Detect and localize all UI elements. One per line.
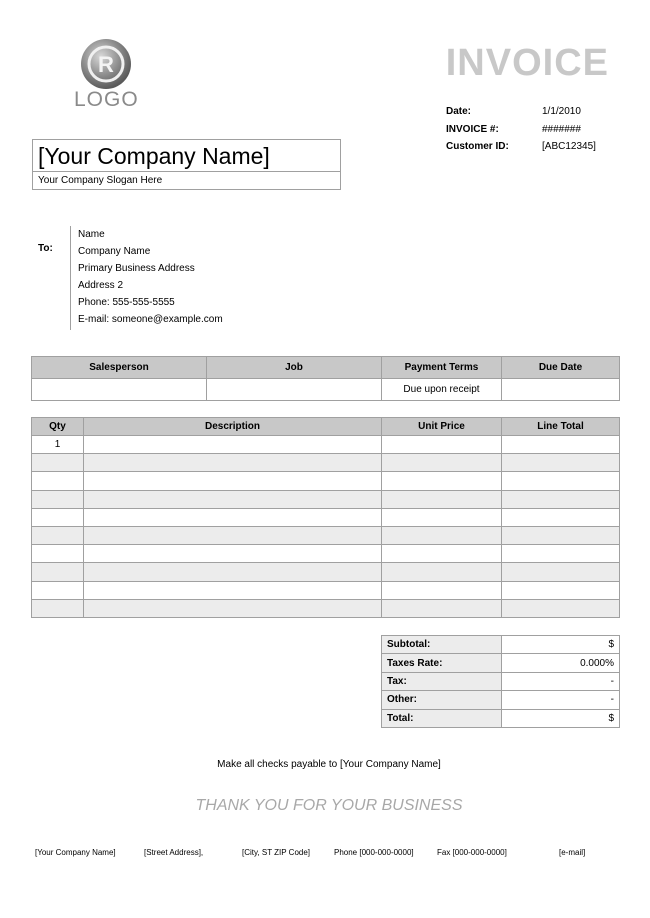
table-row: [32, 581, 620, 599]
totals-label: Total:: [382, 709, 502, 727]
cell-unit-price[interactable]: [382, 599, 502, 617]
to-label: To:: [38, 243, 53, 254]
company-box: [32, 139, 341, 190]
totals-value: -: [502, 672, 620, 690]
terms-table: [31, 356, 620, 401]
items-table: [31, 417, 620, 618]
cell-description[interactable]: [84, 490, 382, 508]
footer-company: [Your Company Name]: [35, 848, 116, 857]
totals-value: 0.000%: [502, 654, 620, 672]
totals-value: $: [502, 636, 620, 654]
cell-unit-price[interactable]: [382, 472, 502, 490]
totals-value: -: [502, 691, 620, 709]
footer-phone: Phone [000-000-0000]: [334, 848, 414, 857]
cell-line-total[interactable]: [502, 599, 620, 617]
header-description: Description: [84, 418, 382, 436]
cell-qty[interactable]: [32, 581, 84, 599]
recipient-email: E-mail: someone@example.com: [78, 314, 223, 325]
cell-qty[interactable]: [32, 472, 84, 490]
totals-value: $: [502, 709, 620, 727]
meta-value: [ABC12345]: [542, 141, 596, 152]
cell-description[interactable]: [84, 581, 382, 599]
cell-due-date[interactable]: [502, 379, 620, 401]
invoice-title: INVOICE: [445, 42, 609, 84]
meta-label: INVOICE #:: [446, 123, 499, 135]
totals-row-tax: [382, 672, 620, 690]
footer-street: [Street Address],: [144, 848, 204, 857]
cell-qty[interactable]: [32, 508, 84, 526]
table-row: [32, 508, 620, 526]
table-row: [32, 490, 620, 508]
cell-unit-price[interactable]: [382, 545, 502, 563]
footer-fax: Fax [000-000-0000]: [437, 848, 507, 857]
meta-row-invoice-number: [446, 124, 626, 142]
totals-label: Taxes Rate:: [382, 654, 502, 672]
cell-unit-price[interactable]: [382, 526, 502, 544]
cell-line-total[interactable]: [502, 526, 620, 544]
cell-line-total[interactable]: [502, 472, 620, 490]
recipient-address-line-1: Primary Business Address: [78, 263, 195, 274]
table-row: [32, 454, 620, 472]
footer-city: [City, ST ZIP Code]: [242, 848, 311, 857]
header-unit-price: Unit Price: [382, 418, 502, 436]
totals-table: [381, 635, 620, 728]
cell-line-total[interactable]: [502, 563, 620, 581]
cell-qty[interactable]: [32, 545, 84, 563]
footer-email: [e-mail]: [559, 848, 586, 857]
recipient-address: [78, 228, 223, 330]
cell-qty[interactable]: [32, 526, 84, 544]
cell-unit-price[interactable]: [382, 563, 502, 581]
cell-description[interactable]: [84, 454, 382, 472]
cell-unit-price[interactable]: [382, 454, 502, 472]
cell-line-total[interactable]: [502, 545, 620, 563]
recipient-company: Company Name: [78, 246, 151, 257]
cell-unit-price[interactable]: [382, 508, 502, 526]
meta-value: #######: [542, 123, 581, 135]
to-divider: [70, 226, 71, 330]
cell-line-total[interactable]: [502, 508, 620, 526]
cell-description[interactable]: [84, 472, 382, 490]
cell-description[interactable]: [84, 436, 382, 454]
cell-job[interactable]: [207, 379, 382, 401]
header-due-date: Due Date: [502, 357, 620, 379]
meta-row-date: [446, 106, 626, 124]
cell-description[interactable]: [84, 526, 382, 544]
table-row: [32, 379, 620, 401]
cell-line-total[interactable]: [502, 454, 620, 472]
cell-line-total[interactable]: [502, 436, 620, 454]
cell-qty[interactable]: [32, 454, 84, 472]
table-row: [32, 526, 620, 544]
cell-line-total[interactable]: [502, 581, 620, 599]
totals-row-other: [382, 691, 620, 709]
company-name: [Your Company Name]: [33, 140, 340, 172]
meta-value: 1/1/2010: [542, 106, 581, 117]
table-row: [32, 599, 620, 617]
header-line-total: Line Total: [502, 418, 620, 436]
totals-label: Tax:: [382, 672, 502, 690]
cell-payment-terms[interactable]: Due upon receipt: [382, 379, 502, 401]
invoice-meta: [446, 106, 626, 159]
header-payment-terms: Payment Terms: [382, 357, 502, 379]
cell-description[interactable]: [84, 545, 382, 563]
cell-qty[interactable]: [32, 490, 84, 508]
cell-qty[interactable]: [32, 563, 84, 581]
logo-text: LOGO: [74, 88, 139, 111]
cell-unit-price[interactable]: [382, 490, 502, 508]
cell-salesperson[interactable]: [32, 379, 207, 401]
table-row: [32, 563, 620, 581]
recipient-phone: Phone: 555-555-5555: [78, 297, 175, 308]
meta-label: Date:: [446, 106, 472, 117]
meta-row-customer-id: [446, 141, 626, 159]
totals-row-tax-rate: [382, 654, 620, 672]
header-salesperson: Salesperson: [32, 357, 207, 379]
company-slogan: Your Company Slogan Here: [38, 175, 163, 186]
cell-unit-price[interactable]: [382, 436, 502, 454]
cell-line-total[interactable]: [502, 490, 620, 508]
table-row: [32, 472, 620, 490]
cell-qty[interactable]: [32, 599, 84, 617]
cell-qty[interactable]: 1: [32, 436, 84, 454]
recipient-address-line-2: Address 2: [78, 280, 124, 291]
cell-description[interactable]: [84, 508, 382, 526]
meta-label: Customer ID:: [446, 141, 509, 152]
cell-description[interactable]: [84, 563, 382, 581]
cell-unit-price[interactable]: [382, 581, 502, 599]
payable-note: Make all checks payable to [Your Company Name]: [217, 759, 441, 770]
totals-label: Other:: [382, 691, 502, 709]
cell-description[interactable]: [84, 599, 382, 617]
table-row: [32, 436, 620, 454]
totals-row-subtotal: [382, 636, 620, 654]
totals-label: Subtotal:: [382, 636, 502, 654]
logo-registered-icon: [80, 38, 132, 90]
recipient-name: Name: [78, 229, 105, 240]
thank-you-message: THANK YOU FOR YOUR BUSINESS: [195, 797, 463, 814]
totals-row-total: [382, 709, 620, 727]
table-row: [32, 545, 620, 563]
header-qty: Qty: [32, 418, 84, 436]
header-job: Job: [207, 357, 382, 379]
logo-symbol: R: [98, 52, 114, 77]
